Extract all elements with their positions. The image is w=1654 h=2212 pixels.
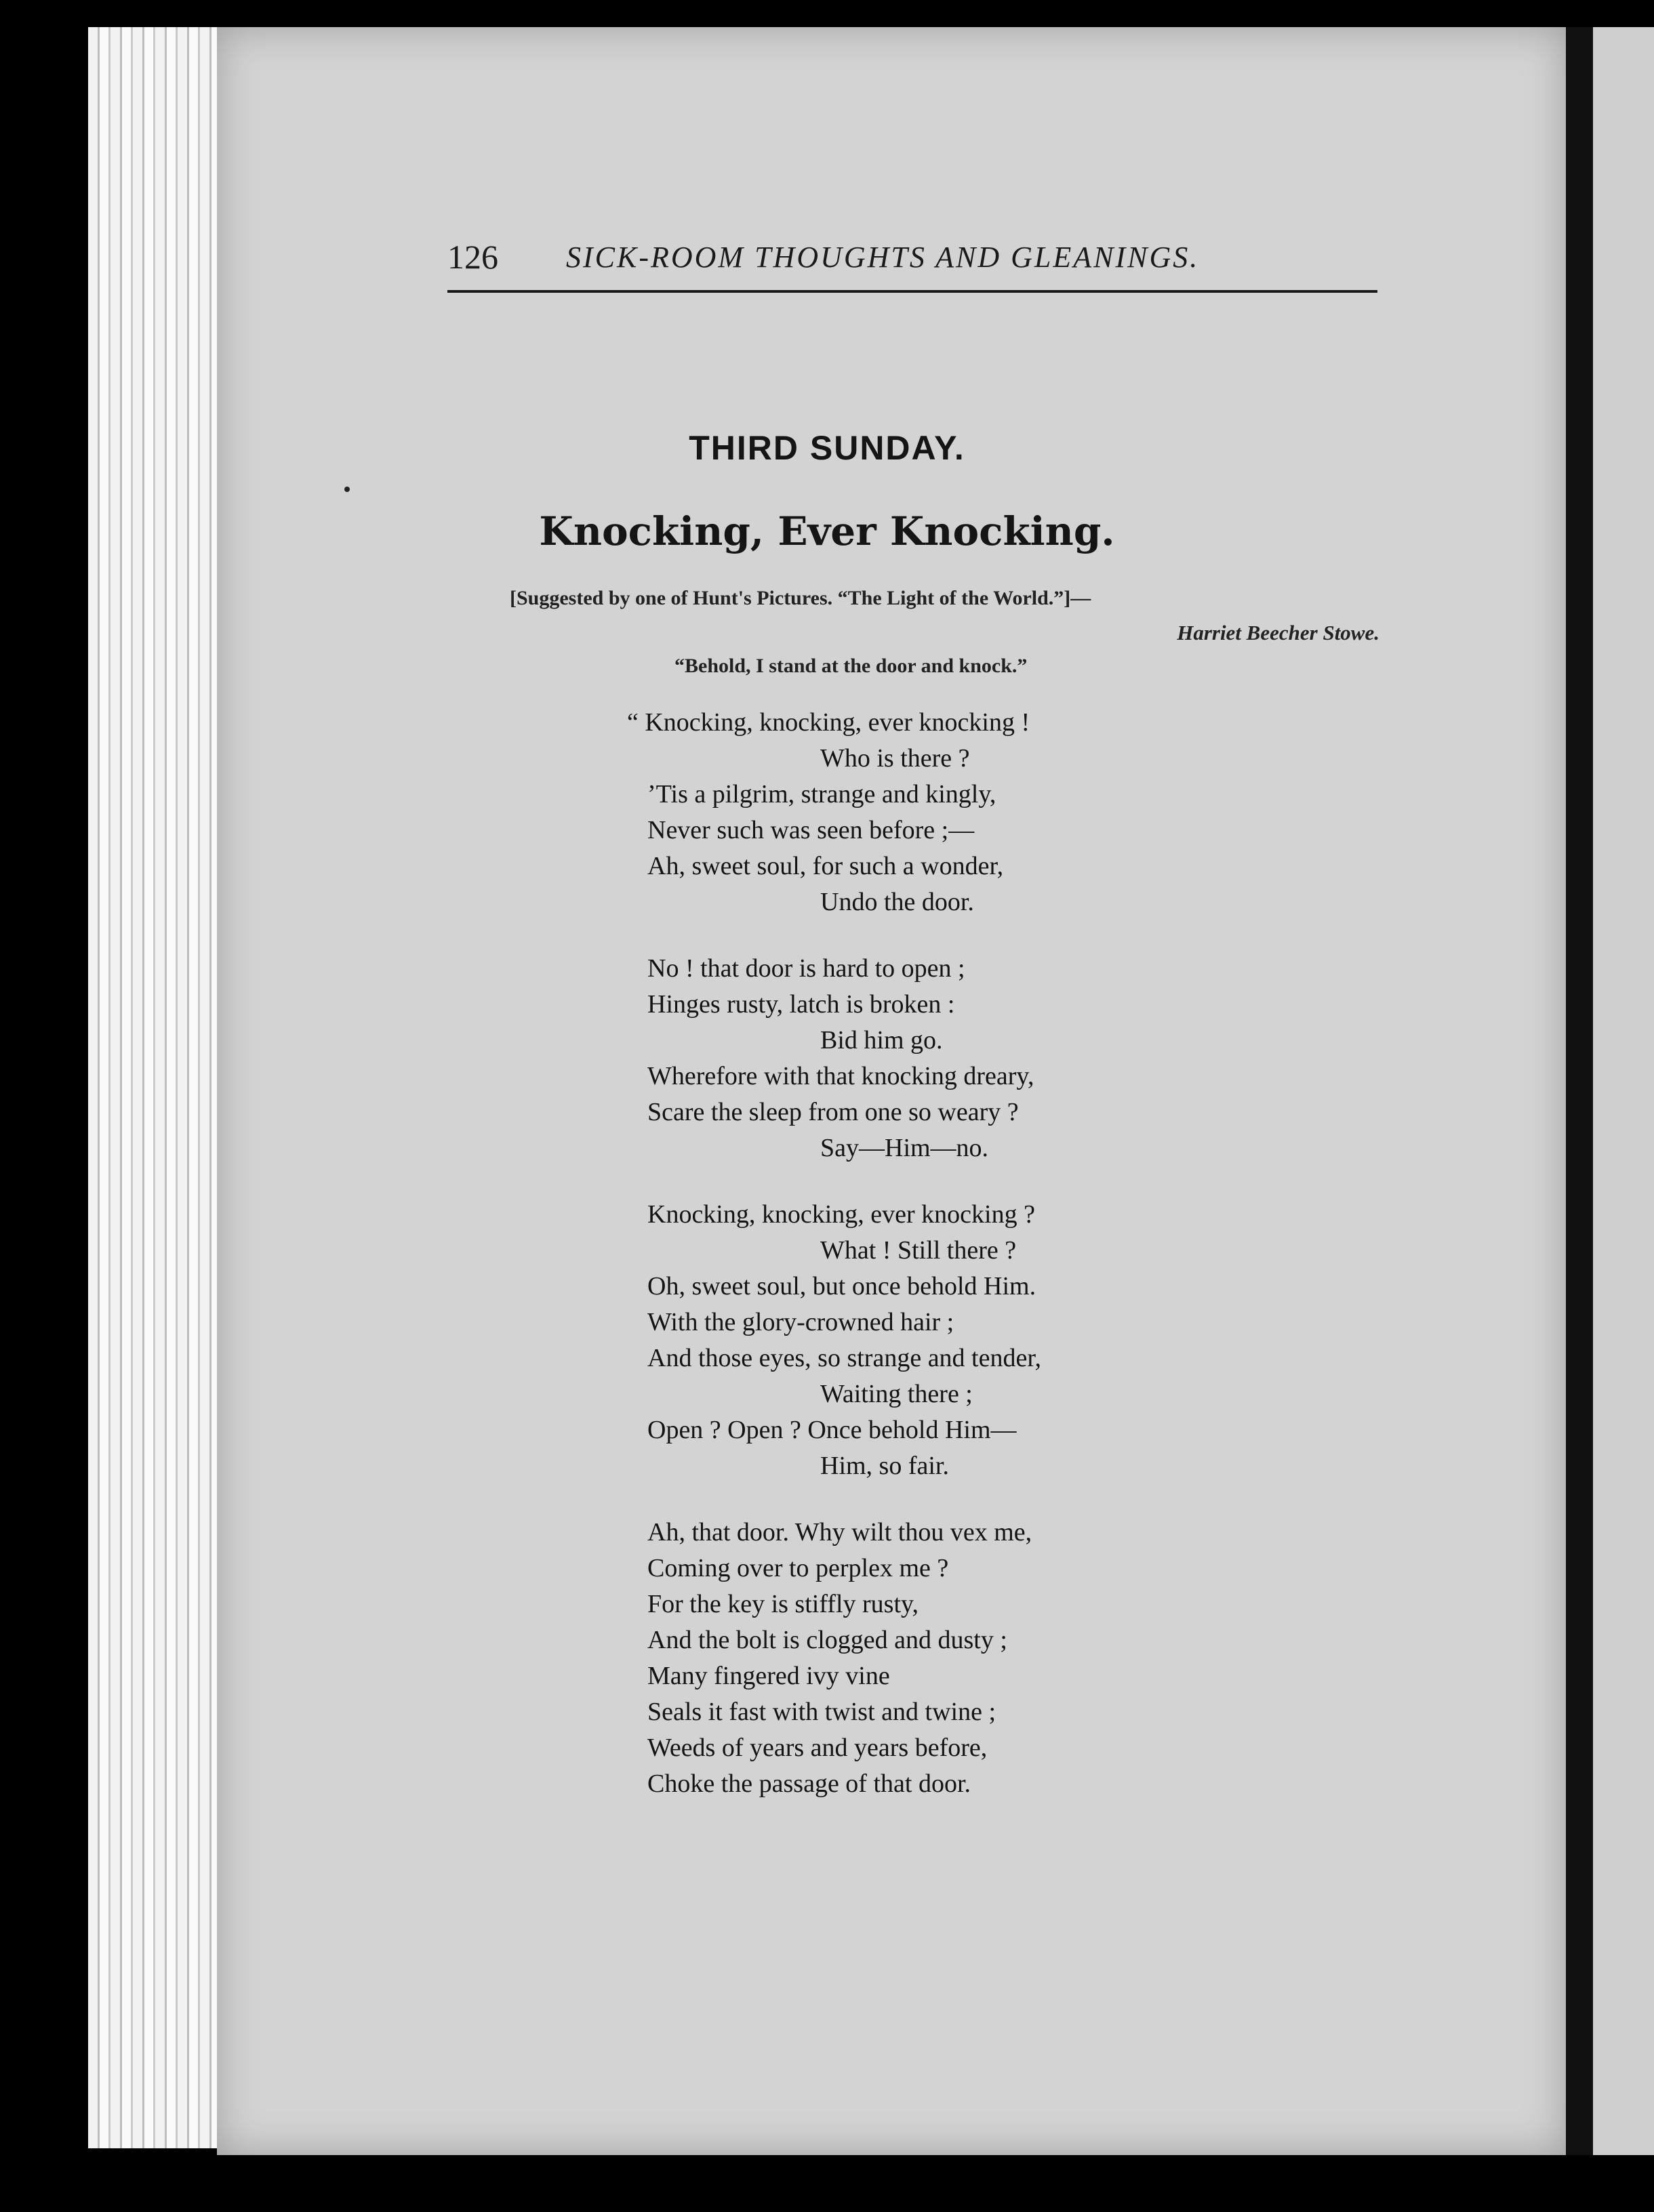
poem-line: Hinges rusty, latch is broken : xyxy=(647,990,955,1019)
epigraph: “Behold, I stand at the door and knock.” xyxy=(674,655,1028,677)
poem-line: Ah, sweet soul, for such a wonder, xyxy=(647,852,1004,880)
poem-line: And those eyes, so strange and tender, xyxy=(647,1344,1041,1372)
ink-speck xyxy=(344,487,350,492)
page-number: 126 xyxy=(447,238,498,276)
stanza-2 xyxy=(647,951,1041,1166)
poem-line: Coming over to perplex me ? xyxy=(647,1554,949,1582)
section-title: THIRD SUNDAY. xyxy=(689,429,965,467)
poem-body xyxy=(627,705,1041,1832)
poem-line: ’Tis a pilgrim, strange and kingly, xyxy=(647,780,996,808)
running-title: SICK-ROOM THOUGHTS AND GLEANINGS. xyxy=(566,241,1200,274)
page-gutter xyxy=(1566,27,1593,2155)
poem-line: Many fingered ivy vine xyxy=(647,1662,890,1690)
poem-line: Open ? Open ? Once behold Him— xyxy=(647,1416,1017,1444)
poem-line: And the bolt is clogged and dusty ; xyxy=(647,1626,1007,1654)
poem-line: Him, so fair. xyxy=(820,1452,949,1480)
header-rule xyxy=(447,290,1377,293)
poem-line: What ! Still there ? xyxy=(820,1236,1017,1265)
poem-line: No ! that door is hard to open ; xyxy=(647,954,965,983)
poem-line: Weeds of years and years before, xyxy=(647,1734,988,1762)
poem-line: Ah, that door. Why wilt thou vex me, xyxy=(647,1518,1032,1547)
poem-line: For the key is stiffly rusty, xyxy=(647,1590,919,1618)
page-edges xyxy=(88,27,224,2148)
poem-line: Waiting there ; xyxy=(820,1380,973,1408)
facing-page-edge xyxy=(1593,27,1654,2155)
running-header xyxy=(447,237,1376,291)
poem-line: Knocking, knocking, ever knocking ? xyxy=(647,1200,1035,1229)
poem-line: Never such was seen before ;— xyxy=(647,816,975,844)
poem-line: Bid him go. xyxy=(820,1026,943,1054)
stanza-3 xyxy=(647,1197,1041,1484)
source-note: [Suggested by one of Hunt's Pictures. “The Light of the World.”]— xyxy=(510,587,1091,609)
poem-line: Oh, sweet soul, but once behold Him. xyxy=(647,1272,1036,1300)
poem-line: Seals it fast with twist and twine ; xyxy=(647,1698,996,1726)
poem-line: Who is there ? xyxy=(820,744,970,773)
poem-line: Choke the passage of that door. xyxy=(647,1769,971,1798)
poem-title: Knocking, Ever Knocking. xyxy=(539,508,1115,554)
poem-line: Undo the door. xyxy=(820,888,974,916)
stanza-1 xyxy=(627,705,1041,920)
poem-line: Wherefore with that knocking dreary, xyxy=(647,1062,1034,1090)
poem-line: “ Knocking, knocking, ever knocking ! xyxy=(627,708,1030,737)
poem-line: With the glory-crowned hair ; xyxy=(647,1308,954,1336)
poem-line: Say—Him—no. xyxy=(820,1134,989,1162)
poem-line: Scare the sleep from one so weary ? xyxy=(647,1098,1019,1126)
author-credit: Harriet Beecher Stowe. xyxy=(1177,621,1379,644)
stanza-4 xyxy=(647,1515,1041,1802)
